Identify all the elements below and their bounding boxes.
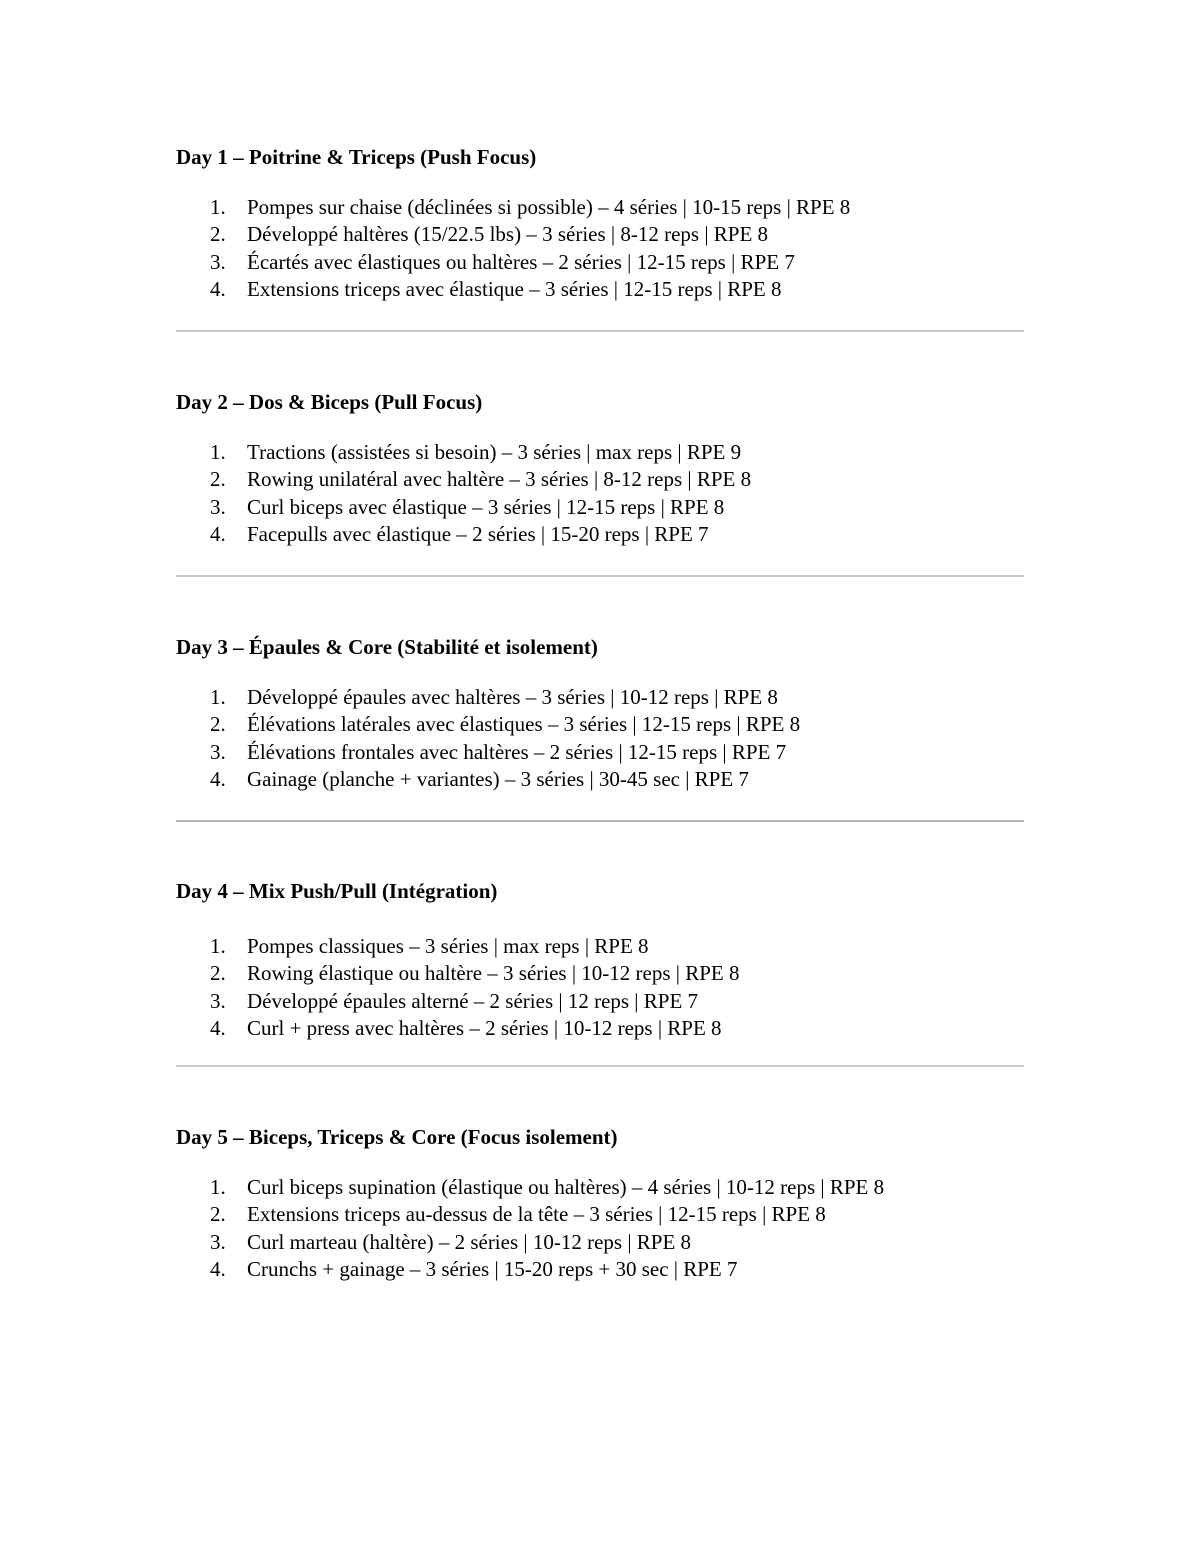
- list-number: 3.: [210, 494, 226, 519]
- exercise-text: Gainage (planche + variantes) – 3 séries | 30-45 sec | RPE 7: [247, 766, 749, 791]
- list-number: 3.: [210, 739, 226, 764]
- section-divider: [176, 1065, 1024, 1067]
- exercise-text: Élévations frontales avec haltères – 2 séries | 12-15 reps | RPE 7: [247, 739, 787, 764]
- list-number: 1.: [210, 685, 226, 709]
- list-number: 1.: [210, 934, 226, 958]
- list-number: 3.: [210, 988, 226, 1013]
- exercise-text: Tractions (assistées si besoin) – 3 séries | max reps | RPE 9: [247, 440, 742, 464]
- exercise-text: Développé haltères (15/22.5 lbs) – 3 séries | 8-12 reps | RPE 8: [247, 222, 769, 247]
- exercise-text: Rowing unilatéral avec haltère – 3 séries | 8-12 reps | RPE 8: [247, 467, 752, 492]
- list-number: 4.: [210, 1256, 226, 1281]
- list-number: 4.: [210, 1015, 226, 1040]
- list-number: 2.: [210, 222, 226, 247]
- exercise-text: Curl biceps supination (élastique ou haltères) – 4 séries | 10-12 reps | RPE 8: [247, 1175, 885, 1199]
- exercise-text: Élévations latérales avec élastiques – 3 séries | 12-15 reps | RPE 8: [247, 712, 801, 737]
- exercise-text: Pompes sur chaise (déclinées si possible) – 4 séries | 10-15 reps | RPE 8: [247, 195, 851, 219]
- exercise-text: Curl biceps avec élastique – 3 séries | 12-15 reps | RPE 8: [247, 494, 725, 519]
- day-title: Day 3 – Épaules & Core (Stabilité et isolement): [176, 635, 598, 659]
- day-title: Day 1 – Poitrine & Triceps (Push Focus): [176, 145, 537, 169]
- exercise-text: Développé épaules avec haltères – 3 séries | 10-12 reps | RPE 8: [247, 685, 778, 709]
- exercise-text: Curl + press avec haltères – 2 séries | 10-12 reps | RPE 8: [247, 1015, 722, 1040]
- day-title: Day 2 – Dos & Biceps (Pull Focus): [176, 390, 483, 414]
- exercise-text: Pompes classiques – 3 séries | max reps | RPE 8: [247, 934, 649, 958]
- section-divider: [176, 820, 1024, 822]
- list-number: 4.: [210, 766, 226, 791]
- exercise-text: Développé épaules alterné – 2 séries | 12 reps | RPE 7: [247, 988, 699, 1013]
- list-number: 2.: [210, 467, 226, 492]
- exercise-text: Curl marteau (haltère) – 2 séries | 10-12 reps | RPE 8: [247, 1229, 692, 1254]
- section-divider: [176, 575, 1024, 577]
- list-number: 2.: [210, 961, 226, 986]
- exercise-text: Facepulls avec élastique – 2 séries | 15-20 reps | RPE 7: [247, 521, 709, 546]
- list-number: 4.: [210, 521, 226, 546]
- list-number: 1.: [210, 1175, 226, 1199]
- exercise-text: Rowing élastique ou haltère – 3 séries | 10-12 reps | RPE 8: [247, 961, 740, 986]
- exercise-text: Extensions triceps au-dessus de la tête – 3 séries | 12-15 reps | RPE 8: [247, 1202, 826, 1227]
- day-title: Day 5 – Biceps, Triceps & Core (Focus isolement): [176, 1125, 618, 1149]
- list-number: 1.: [210, 195, 226, 219]
- day-title: Day 4 – Mix Push/Pull (Intégration): [176, 879, 498, 903]
- exercise-text: Extensions triceps avec élastique – 3 séries | 12-15 reps | RPE 8: [247, 276, 782, 301]
- list-number: 2.: [210, 712, 226, 737]
- exercise-text: Crunchs + gainage – 3 séries | 15-20 reps + 30 sec | RPE 7: [247, 1256, 738, 1281]
- list-number: 3.: [210, 1229, 226, 1254]
- list-number: 1.: [210, 440, 226, 464]
- list-number: 2.: [210, 1202, 226, 1227]
- list-number: 3.: [210, 249, 226, 274]
- section-divider: [176, 330, 1024, 332]
- exercise-text: Écartés avec élastiques ou haltères – 2 séries | 12-15 reps | RPE 7: [247, 249, 795, 274]
- list-number: 4.: [210, 276, 226, 301]
